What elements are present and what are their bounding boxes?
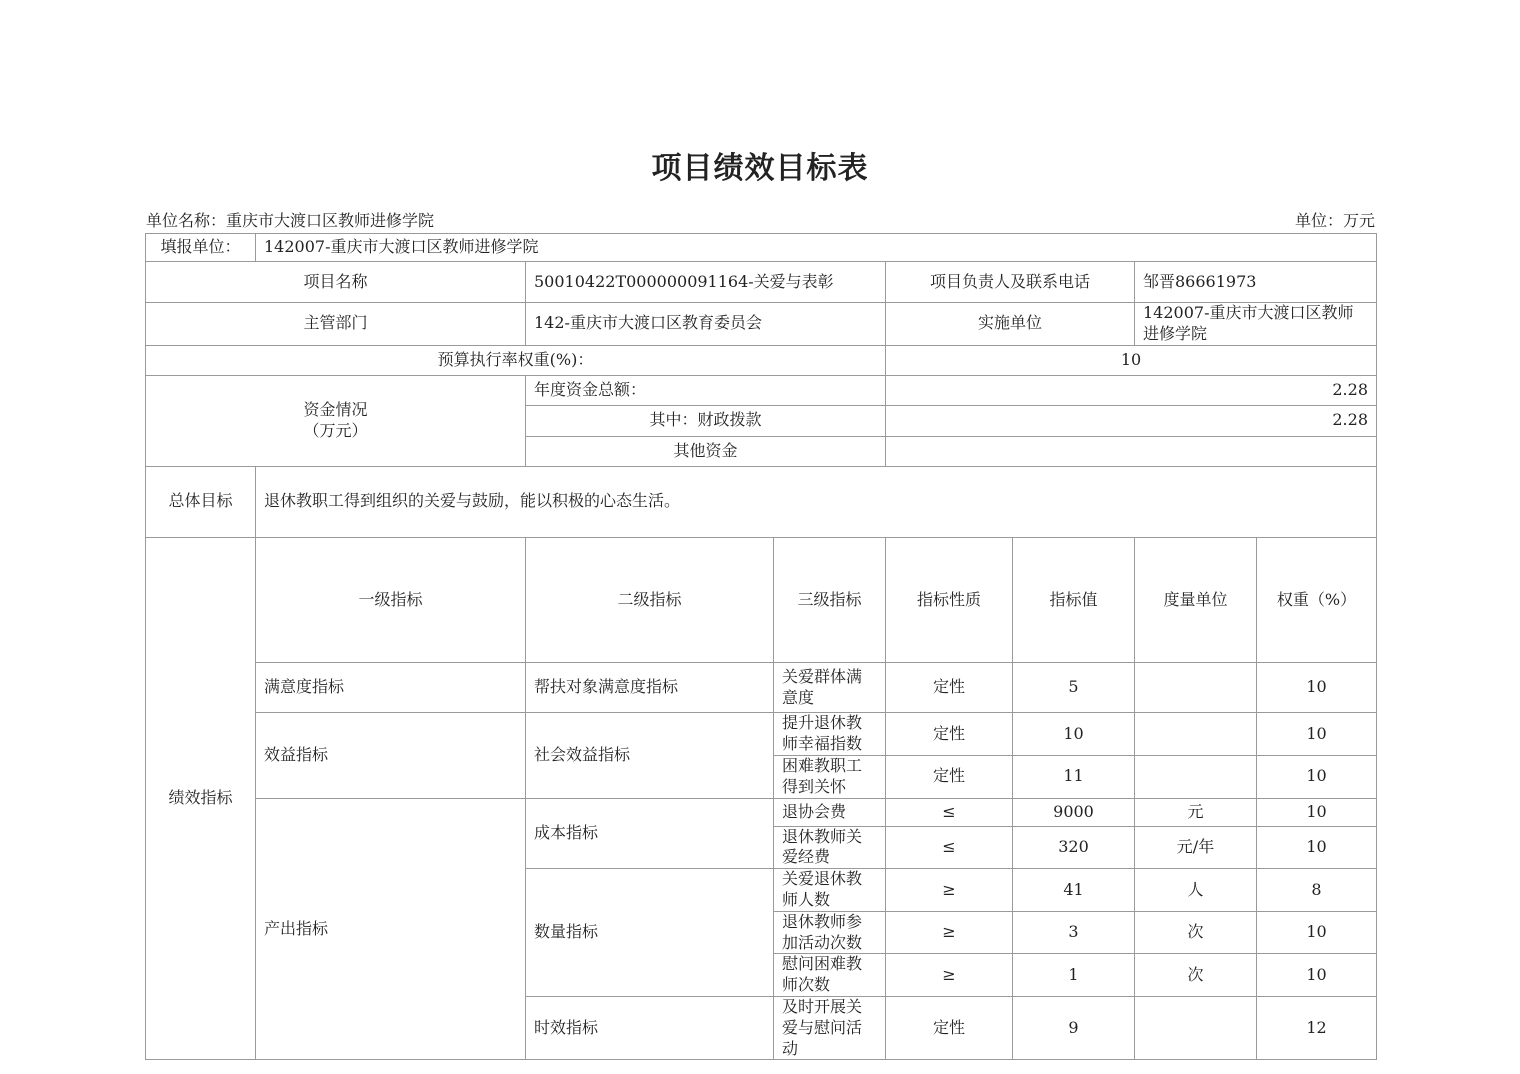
fill-unit-row (146, 234, 1377, 262)
budget-weight-label: 预算执行率权重(%)： (146, 345, 886, 375)
impl-value: 142007-重庆市大渡口区教师进修学院 (1135, 303, 1377, 346)
project-name-value: 50010422T000000091164-关爱与表彰 (526, 262, 886, 303)
row-l3: 退休教师关爱经费 (774, 826, 886, 869)
funds-other-label: 其他资金 (526, 436, 886, 466)
unit-measure: 单位：万元 (1294, 211, 1375, 230)
row-weight: 10 (1257, 713, 1377, 756)
indicator-header-row (146, 537, 1377, 663)
header-l3: 三级指标 (774, 537, 886, 663)
row-unit (1135, 755, 1257, 798)
row-unit: 人 (1135, 869, 1257, 912)
row-l3: 及时开展关爱与慰问活动 (774, 996, 886, 1059)
group-cost: 成本指标 (526, 798, 774, 869)
fill-unit-value: 142007-重庆市大渡口区教师进修学院 (256, 234, 1377, 262)
header-l1: 一级指标 (256, 537, 526, 663)
row-nature: ≤ (886, 826, 1013, 869)
dept-label: 主管部门 (146, 303, 526, 346)
row-weight: 10 (1257, 798, 1377, 826)
row-weight: 10 (1257, 826, 1377, 869)
row-l3: 慰问困难教师次数 (774, 954, 886, 997)
row-value: 41 (1013, 869, 1135, 912)
table-row (146, 663, 1377, 713)
dept-value: 142-重庆市大渡口区教育委员会 (526, 303, 886, 346)
row-value: 9000 (1013, 798, 1135, 826)
budget-weight-row (146, 345, 1377, 375)
table-row (146, 713, 1377, 756)
row-weight: 10 (1257, 954, 1377, 997)
perf-label: 绩效指标 (146, 537, 256, 1060)
header-weight: 权重（%） (1257, 537, 1377, 663)
funds-fiscal-label: 其中：财政拨款 (526, 405, 886, 436)
row-weight: 8 (1257, 869, 1377, 912)
row-value: 11 (1013, 755, 1135, 798)
funds-total-label: 年度资金总额： (526, 375, 886, 405)
row-nature: 定性 (886, 713, 1013, 756)
group-satisfaction: 满意度指标 (256, 663, 526, 713)
row-nature: 定性 (886, 996, 1013, 1059)
row-l3: 提升退休教师幸福指数 (774, 713, 886, 756)
funds-label-line1: 资金情况 (303, 399, 368, 419)
performance-table (145, 233, 1377, 1060)
unit-name: 单位名称：重庆市大渡口区教师进修学院 (146, 211, 435, 230)
row-l3: 关爱群体满意度 (774, 663, 886, 713)
row-nature: ≥ (886, 954, 1013, 997)
row-l3: 退休教师参加活动次数 (774, 911, 886, 954)
overall-value: 退休教职工得到组织的关爱与鼓励，能以积极的心态生活。 (256, 466, 1377, 537)
group-benefit: 效益指标 (256, 713, 526, 798)
group-output: 产出指标 (256, 798, 526, 1060)
row-nature: 定性 (886, 663, 1013, 713)
budget-weight-value: 10 (886, 345, 1377, 375)
row-unit (1135, 713, 1257, 756)
funds-total-value: 2.28 (886, 375, 1377, 405)
row-nature: ≤ (886, 798, 1013, 826)
row-weight: 12 (1257, 996, 1377, 1059)
row-unit (1135, 663, 1257, 713)
funds-label (146, 375, 526, 466)
group-quantity: 数量指标 (526, 869, 774, 997)
group-social: 社会效益指标 (526, 713, 774, 798)
table-row (146, 798, 1377, 826)
row-value: 320 (1013, 826, 1135, 869)
row-value: 9 (1013, 996, 1135, 1059)
funds-label-line2: （万元） (303, 420, 368, 440)
fill-unit-label: 填报单位： (146, 234, 256, 262)
row-unit (1135, 996, 1257, 1059)
row-nature: ≥ (886, 911, 1013, 954)
dept-row (146, 303, 1377, 346)
row-unit: 元/年 (1135, 826, 1257, 869)
row-weight: 10 (1257, 911, 1377, 954)
row-unit: 元 (1135, 798, 1257, 826)
project-name-label: 项目名称 (146, 262, 526, 303)
row-unit: 次 (1135, 954, 1257, 997)
row-l3: 退协会费 (774, 798, 886, 826)
row-value: 3 (1013, 911, 1135, 954)
row-nature: ≥ (886, 869, 1013, 912)
row-l3: 关爱退休教师人数 (774, 869, 886, 912)
funds-fiscal-value: 2.28 (886, 405, 1377, 436)
responsible-label: 项目负责人及联系电话 (886, 262, 1135, 303)
row-weight: 10 (1257, 755, 1377, 798)
header-l2: 二级指标 (526, 537, 774, 663)
row-value: 10 (1013, 713, 1135, 756)
overall-label: 总体目标 (146, 466, 256, 537)
funds-other-value (886, 436, 1377, 466)
row-l3: 困难教职工得到关怀 (774, 755, 886, 798)
impl-label: 实施单位 (886, 303, 1135, 346)
row-value: 1 (1013, 954, 1135, 997)
overall-row (146, 466, 1377, 537)
header-value: 指标值 (1013, 537, 1135, 663)
project-name-row (146, 262, 1377, 303)
row-value: 5 (1013, 663, 1135, 713)
row-unit: 次 (1135, 911, 1257, 954)
page-title: 项目绩效目标表 (651, 151, 869, 186)
header-unit: 度量单位 (1135, 537, 1257, 663)
responsible-value: 邹晋86661973 (1135, 262, 1377, 303)
group-sat-l2: 帮扶对象满意度指标 (526, 663, 774, 713)
group-timeliness: 时效指标 (526, 996, 774, 1059)
row-weight: 10 (1257, 663, 1377, 713)
header-nature: 指标性质 (886, 537, 1013, 663)
funds-total-row (146, 375, 1377, 405)
row-nature: 定性 (886, 755, 1013, 798)
